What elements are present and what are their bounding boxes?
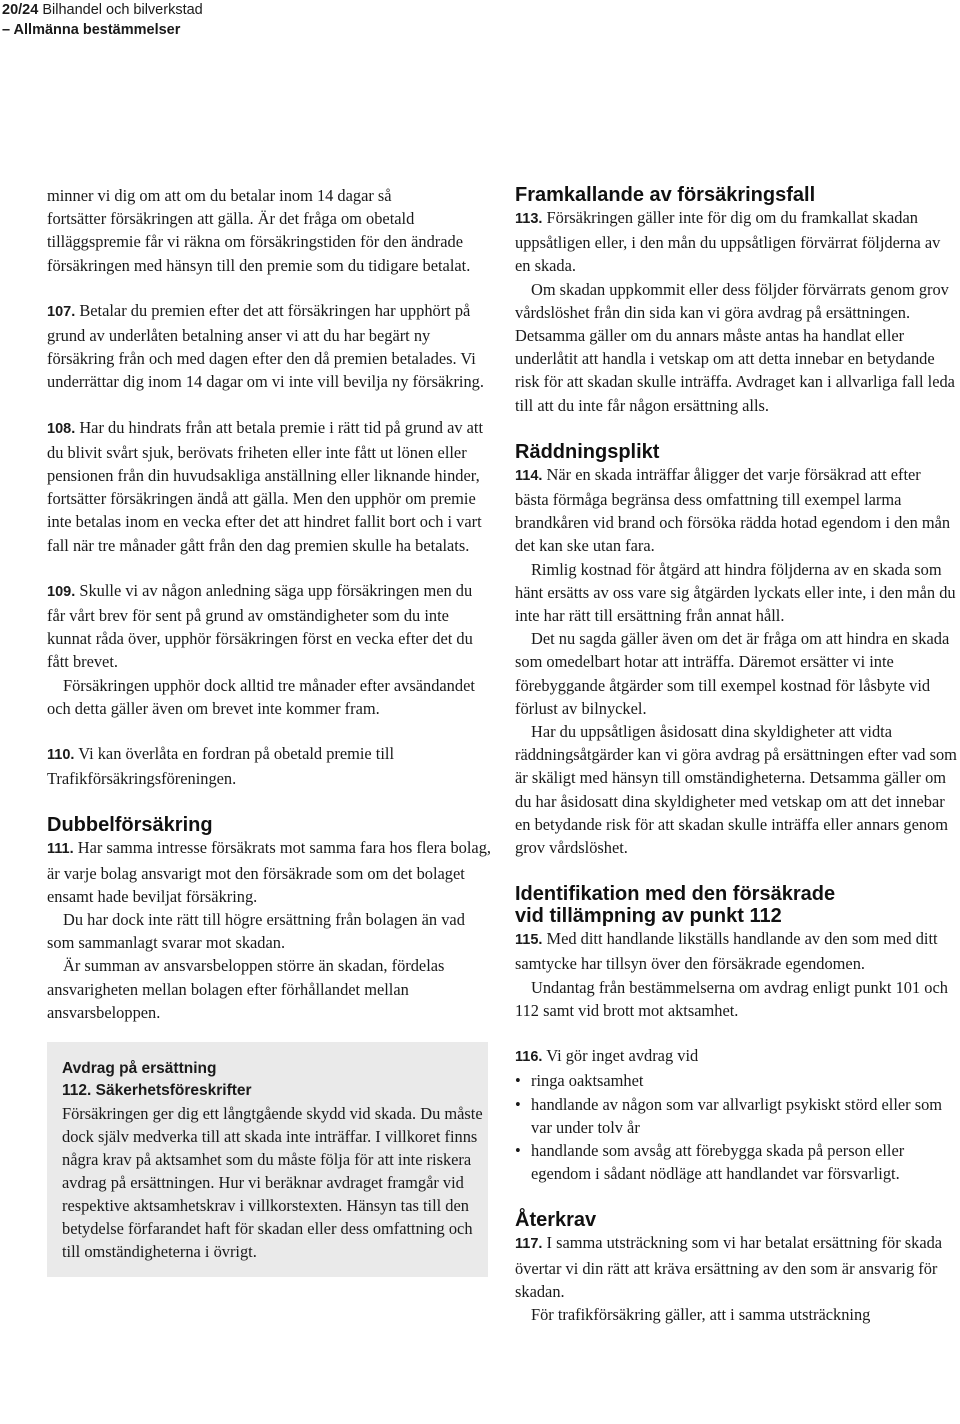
clause-111-continued: Är summan av ansvarsbeloppen större än skadan, fördelas ansvarigheten mellan bolagen efter förhållandet mellan ansvarsbeloppen. [47,956,445,1022]
section-heading-aterkrav: Återkrav [515,1209,597,1232]
clause-117-continued: För trafikförsäkring gäller, att i samma utsträckning [531,1304,871,1324]
clause-number: 116. [515,1049,543,1066]
clause-text: Skulle vi av någon anledning säga upp försäkringen men du får vårt brev för sent på grund av omständigheter som du inte kunnat råda över, upphör försäkringen först en vecka efter det du fått brevet. [47,580,473,672]
clause-108 [47,416,493,557]
clause-114-continued: Det nu sagda gäller även om det är fråga om att hindra en skada som omedelbart hotar att inträffa. Däremot ersätter vi inte förebyggande åtgärder som till exempel kostnad för låsbyte vid förlust av bilnyckel. [515,629,950,718]
page-number: 20/24 [2,2,39,18]
section-heading-raddningsplikt: Räddningsplikt [515,440,660,463]
clause-111 [47,836,493,908]
clause-text: Har du hindrats från att betala premie i rätt tid på grund av att du blivit svårt sjuk, berövats friheten eller inte fått ut lönen eller pensionen från din huvudsakliga anställning eller liknande hinder, fortsätter försäkringen ändå att gälla. Men den upphör om premie inte betalas inom en vecka efter det att hindret fallit bort och i vart fall när tre månader gått från den dag premien skulle ha betalats. [47,417,484,555]
clause-number: 110. [47,747,75,764]
clause-114-continued: Rimlig kostnad för åtgärd att hindra följderna av en skada som hänt ersätts av oss vare sig åtgärden lyckats eller inte, i den mån du inte har rätt till ersättning från annat håll. [515,559,956,626]
clause-109-continued: Försäkringen upphör dock alltid tre månader efter avsändandet och detta gäller även om brevet inte kommer fram. [47,675,475,718]
clause-text: När en skada inträffar åligger det varje försäkrad att efter bästa förmåga begränsa dess omfattning till exempel larma brandkåren vid brand och försöka rädda hotad egendom i den mån det kan ske utan fara. [515,464,951,556]
clause-114-continued: Har du uppsåtligen åsidosatt dina skyldigheter att vidta räddningsåtgärder kan vi göra avdrag på ersättningen efter vad som är skäligt med hänsyn till omständigheterna. Detsamma gäller om du har åsidosatt dina skyldigheter med vetskap om att det innebar en betydande risk för att skadan skulle inträffa eller annars genom grov vårdslöshet. [515,722,957,858]
clause-115 [515,927,958,975]
clause-text: Vi gör inget avdrag vid [546,1046,699,1066]
clause-115-continued: Undantag från bestämmelserna om avdrag enligt punkt 101 och 112 samt vid brott mot aktsamhet. [515,977,948,1020]
list-item: • handlande som avsåg att förebygga skada på person eller egendom i sådant nödläge att handlandet var försvarligt. [515,1139,958,1185]
list-item: • ringa oaktsamhet [515,1069,958,1092]
callout-text: Försäkringen ger dig ett långtgående skydd vid skada. Du måste dock själv medverka till att skada inte inträffar. I villkoret finns några krav på aktsamhet som du måste följa för att inte riskera avdrag på ersättningen. Hur vi beräknar avdraget framgår vid respektive aktsamhetskrav i villkorstexten. Hänsyn tas till den betydelse förfarandet haft för skadan eller dess omfattning och till omständigheterna i övrigt. [62,1104,483,1262]
clause-107 [47,299,493,394]
clause-114 [515,463,958,558]
intro-paragraph: fortsätter försäkringen att gälla. Är det fråga om obetald tilläggspremie får vi räkna om försäkringstiden för den ändrade försäkringen med hänsyn till den premie som du tidigare betalat. [47,209,471,275]
clause-text: Har samma intresse försäkrats mot samma fara hos flera bolag, är varje bolag ansvarigt mot den försäkrade som om det bolaget ensamt hade beviljat försäkring. [47,838,491,906]
clause-number: 117. [515,1236,543,1253]
document-title: Bilhandel och bilverkstad [42,2,203,18]
section-heading-framkallande: Framkallande av försäkringsfall [515,184,816,206]
heading-line: Identifikation med den försäkrade [515,883,836,906]
clause-number: 115. [515,932,543,949]
clause-number: 114. [515,467,543,484]
callout-subtitle: 112. Säkerhetsföreskrifter [62,1082,252,1100]
clause-113 [515,206,958,278]
clause-117 [515,1231,958,1303]
clause-number: 107. [47,303,76,320]
clause-116 [515,1044,958,1069]
clause-111-continued: Du har dock inte rätt till högre ersättning från bolagen än vad som sammanlagt svarar mot skadan. [47,910,465,953]
callout-title: Avdrag på ersättning [62,1060,217,1078]
clause-number: 113. [515,211,543,227]
clause-109 [47,579,493,674]
section-heading-dubbelforsakring: Dubbelförsäkring [47,814,213,837]
clause-text: Betalar du premien efter det att försäkringen har upphört på grund av underlåten betalning anser vi att du har begärt ny försäkring från och med dagen efter den då premien betalades. Vi underrättar dig inom 14 dagar om vi inte vill bevilja ny försäkring. [47,300,484,392]
clause-110 [47,742,493,790]
intro-line: minner vi dig om att om du betalar inom 14 dagar så [47,186,392,205]
callout-box-avdrag [47,1042,488,1277]
list-item: • handlande av någon som var allvarligt psykiskt störd eller som var under tolv år [515,1093,958,1139]
header-line [2,0,203,20]
clause-text: Vi kan överlåta en fordran på obetald premie till Trafikförsäkringsföreningen. [47,744,395,789]
left-column [47,184,493,1277]
clause-number: 108. [47,420,76,437]
clause-number: 109. [47,583,76,600]
right-column [515,184,958,1326]
bullet-list [515,1069,958,1185]
clause-113-continued: Om skadan uppkommit eller dess följder förvärrats genom grov vårdslöshet från din sida kan vi göra avdrag på ersättningen. Detsamma gäller om du annars måste antas ha handlat eller underlåtit att handla i vetskap om att detta innebar en betydande risk för att skadan skulle inträffa. Avdraget kan i allvarliga fall leda till att du inte får någon ersättning alls. [515,279,955,415]
clause-text: I samma utsträckning som vi har betalat ersättning för skada övertar vi din rätt att kräva ersättning av den som är ansvarig för skadan. [515,1233,943,1301]
heading-line: vid tillämpning av punkt 112 [515,905,782,928]
clause-number: 111. [47,841,74,858]
clause-text: Försäkringen gäller inte för dig om du framkallat skadan uppsåtligen eller, i den mån du uppsåtligen förvärrat följderna av en skada. [515,208,941,276]
section-heading-identifikation [515,883,958,927]
document-subtitle: – Allmänna bestämmelser [2,22,181,38]
clause-text: Med ditt handlande likställs handlande av den som med ditt samtycke har tillsyn över den försäkrade egendomen. [515,929,938,974]
